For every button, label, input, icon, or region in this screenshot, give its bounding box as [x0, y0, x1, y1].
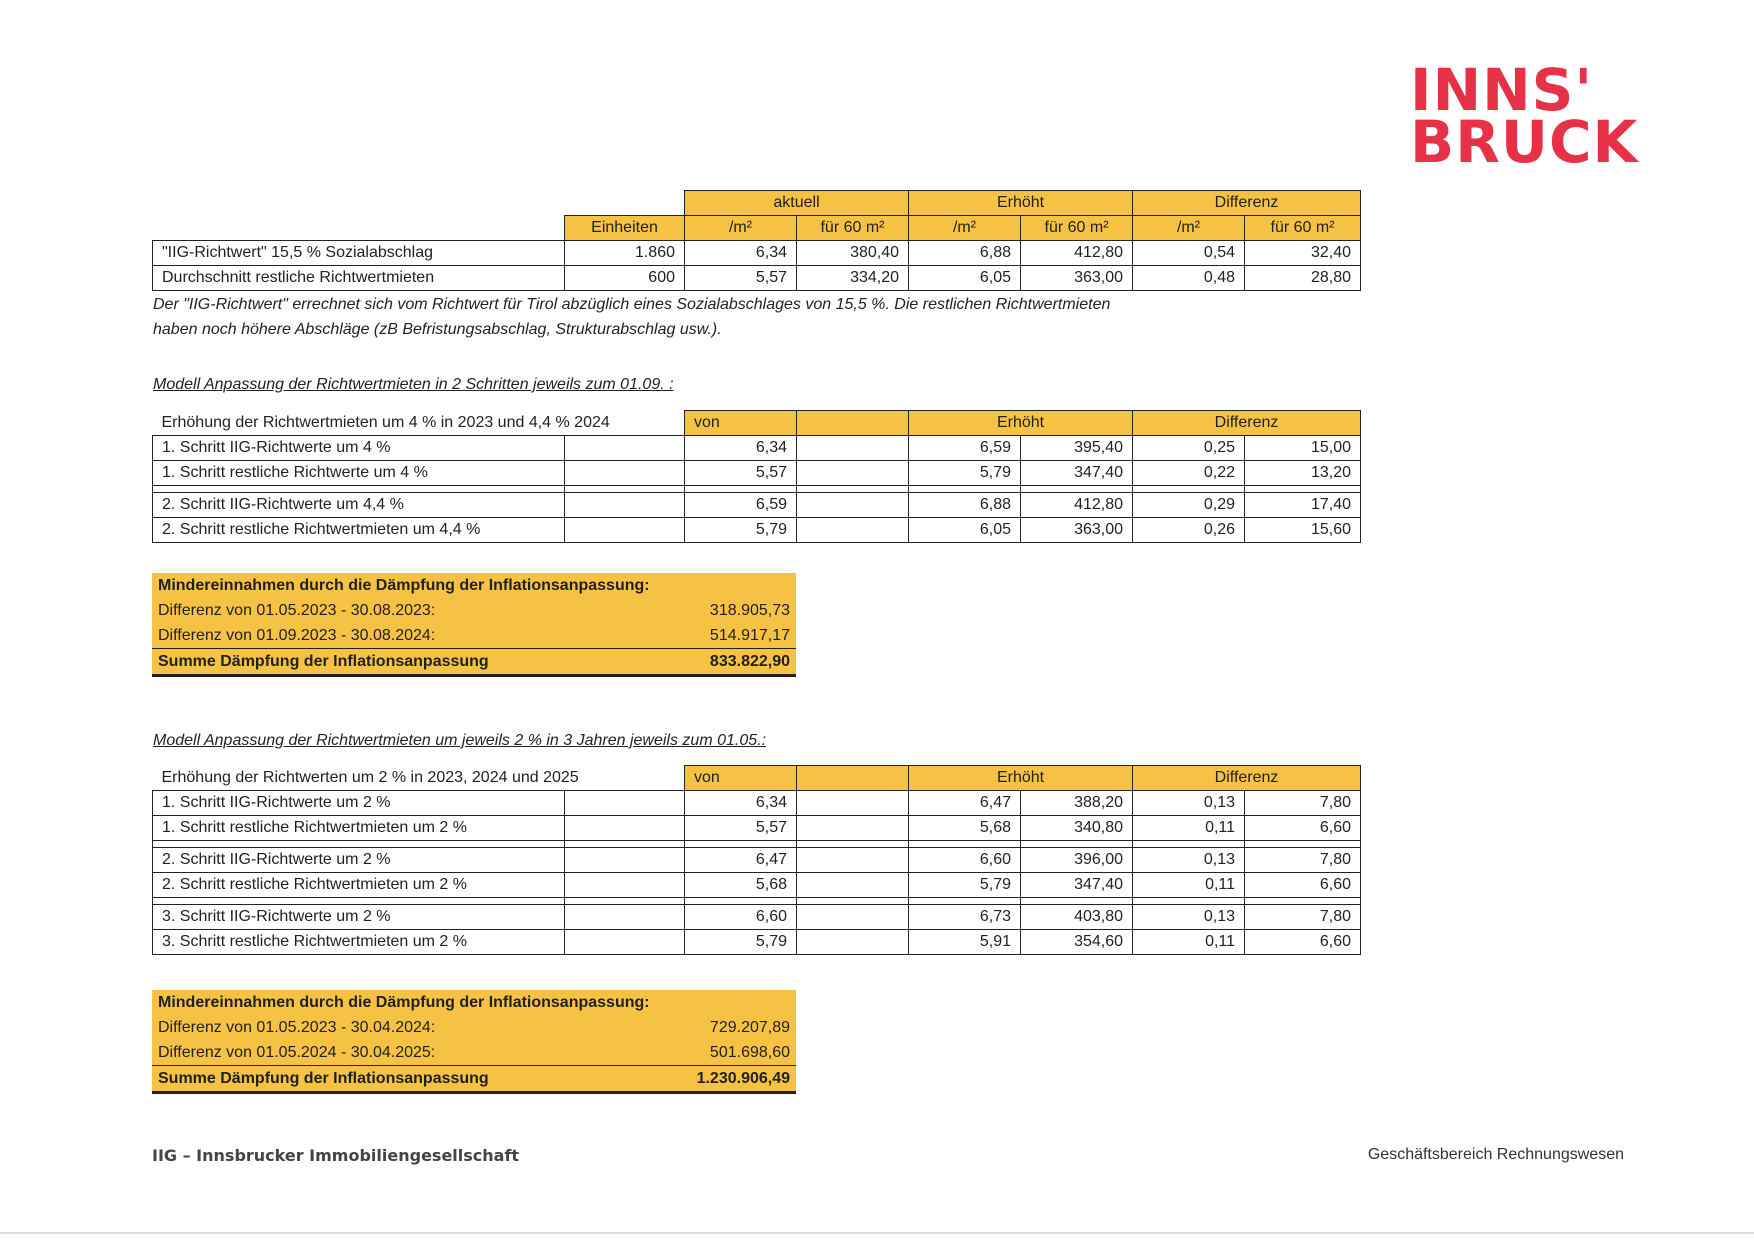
col-aktuell-m2: /m² [685, 216, 797, 241]
summary-total-amount: 1.230.906,49 [672, 1066, 796, 1093]
cell-diff-60: 15,60 [1245, 518, 1361, 543]
cell-diff-m2: 0,22 [1133, 461, 1245, 486]
summary-label: Differenz von 01.05.2024 - 30.04.2025: [158, 1043, 436, 1061]
table-row [153, 518, 1361, 543]
model2-heading: Modell Anpassung der Richtwertmieten um jeweils 2 % in 3 Jahren jeweils zum 01.05.: [153, 732, 767, 749]
row-label: 1. Schritt restliche Richtwerte um 4 % [153, 461, 565, 486]
table-row [153, 905, 1361, 930]
summary-label: Differenz von 01.09.2023 - 30.08.2024: [158, 626, 436, 644]
table-row [153, 873, 1361, 898]
cell-erhoeht-60: 403,80 [1021, 905, 1133, 930]
col-erhoeht: Erhöht [909, 766, 1133, 791]
cell-erhoeht-m2: 6,59 [909, 436, 1021, 461]
cell-diff-m2: 0,13 [1133, 791, 1245, 816]
cell-diff-m2: 0,48 [1133, 266, 1245, 291]
summary-total-row [152, 649, 796, 676]
cell-diff-m2: 0,13 [1133, 848, 1245, 873]
cell-von: 5,68 [685, 873, 797, 898]
cell-diff-m2: 0,11 [1133, 930, 1245, 955]
cell-einheiten: 600 [565, 266, 685, 291]
footer-department: Geschäftsbereich Rechnungswesen [1367, 1146, 1624, 1163]
col-aktuell-60: für 60 m² [797, 216, 909, 241]
cell-erhoeht-m2: 6,88 [909, 493, 1021, 518]
cell-erhoeht-60: 395,40 [1021, 436, 1133, 461]
row-label: 3. Schritt IIG-Richtwerte um 2 % [153, 905, 565, 930]
row-label: 2. Schritt IIG-Richtwerte um 4,4 % [153, 493, 565, 518]
summary-row [152, 623, 796, 649]
cell-diff-60: 6,60 [1245, 930, 1361, 955]
note-line-1: Der "IIG-Richtwert" errechnet sich vom Richtwert für Tirol abzüglich eines Sozialabschlages von 15,5 %. Die restlichen Richtwertmieten [153, 296, 1111, 313]
group-differenz: Differenz [1133, 191, 1361, 216]
rent-comparison-table [152, 190, 1361, 291]
col-differenz: Differenz [1133, 411, 1361, 436]
cell-diff-60: 7,80 [1245, 905, 1361, 930]
col-diff-m2: /m² [1133, 216, 1245, 241]
col-von: von [685, 411, 797, 436]
summary-total-label: Summe Dämpfung der Inflationsanpassung [152, 649, 672, 676]
table-row [153, 493, 1361, 518]
header-row [153, 766, 1361, 791]
summary-row [152, 598, 796, 623]
cell-aktuell-m2: 5,57 [685, 266, 797, 291]
explanatory-note [153, 292, 1253, 342]
cell-aktuell-m2: 6,34 [685, 241, 797, 266]
model2-table-title: Erhöhung der Richtwerten um 2 % in 2023, 2024 und 2025 [153, 766, 685, 791]
summary-title: Mindereinnahmen durch die Dämpfung der Inflationsanpassung: [158, 576, 650, 594]
cell-diff-60: 28,80 [1245, 266, 1361, 291]
summary-row [152, 1015, 796, 1040]
model1-heading: Modell Anpassung der Richtwertmieten in 2 Schritten jeweils zum 01.09. : [153, 376, 674, 393]
cell-diff-60: 17,40 [1245, 493, 1361, 518]
footer-company: IIG – Innsbrucker Immobiliengesellschaft [152, 1146, 520, 1165]
summary-amount: 501.698,60 [709, 1043, 790, 1061]
sub-header-row [153, 216, 1361, 241]
logo-line-1: INNS' [1410, 56, 1594, 124]
cell-erhoeht-60: 347,40 [1021, 873, 1133, 898]
summary-label: Differenz von 01.05.2023 - 30.04.2024: [158, 1018, 436, 1036]
cell-erhoeht-60: 347,40 [1021, 461, 1133, 486]
cell-erhoeht-m2: 6,88 [909, 241, 1021, 266]
col-einheiten: Einheiten [565, 216, 685, 241]
row-label: 2. Schritt restliche Richtwertmieten um 4,4 % [153, 518, 565, 543]
summary-row [152, 1040, 796, 1066]
cell-diff-m2: 0,29 [1133, 493, 1245, 518]
cell-von: 5,57 [685, 816, 797, 841]
cell-diff-60: 13,20 [1245, 461, 1361, 486]
col-diff-60: für 60 m² [1245, 216, 1361, 241]
model1-table-title: Erhöhung der Richtwertmieten um 4 % in 2023 und 4,4 % 2024 [153, 411, 685, 436]
col-differenz: Differenz [1133, 766, 1361, 791]
group-header-row [153, 191, 1361, 216]
cell-diff-m2: 0,26 [1133, 518, 1245, 543]
cell-diff-60: 7,80 [1245, 848, 1361, 873]
innsbruck-logo [1410, 56, 1639, 176]
cell-aktuell-60: 334,20 [797, 266, 909, 291]
cell-diff-m2: 0,13 [1133, 905, 1245, 930]
model1-summary [152, 573, 796, 677]
cell-erhoeht-m2: 5,79 [909, 461, 1021, 486]
cell-erhoeht-60: 340,80 [1021, 816, 1133, 841]
group-aktuell: aktuell [685, 191, 909, 216]
cell-erhoeht-60: 412,80 [1021, 493, 1133, 518]
summary-total-label: Summe Dämpfung der Inflationsanpassung [152, 1066, 672, 1093]
cell-diff-60: 6,60 [1245, 873, 1361, 898]
header-row [153, 411, 1361, 436]
summary-amount: 318.905,73 [709, 601, 790, 619]
table-row [153, 816, 1361, 841]
row-label: 2. Schritt IIG-Richtwerte um 2 % [153, 848, 565, 873]
cell-aktuell-60: 380,40 [797, 241, 909, 266]
table-row [153, 436, 1361, 461]
cell-diff-m2: 0,11 [1133, 816, 1245, 841]
col-von: von [685, 766, 797, 791]
cell-von: 5,79 [685, 930, 797, 955]
summary-total-row [152, 1066, 796, 1093]
summary-label: Differenz von 01.05.2023 - 30.08.2023: [158, 601, 436, 619]
row-label: 3. Schritt restliche Richtwertmieten um 2 % [153, 930, 565, 955]
cell-diff-60: 32,40 [1245, 241, 1361, 266]
row-label: 2. Schritt restliche Richtwertmieten um 2 % [153, 873, 565, 898]
cell-erhoeht-60: 388,20 [1021, 791, 1133, 816]
note-line-2: haben noch höhere Abschläge (zB Befristungsabschlag, Strukturabschlag usw.). [153, 321, 722, 338]
col-erhoeht-m2: /m² [909, 216, 1021, 241]
cell-von: 6,34 [685, 791, 797, 816]
cell-von: 5,79 [685, 518, 797, 543]
logo-line-2: BRUCK [1410, 108, 1639, 176]
row-label: 1. Schritt restliche Richtwertmieten um 2 % [153, 816, 565, 841]
cell-diff-60: 7,80 [1245, 791, 1361, 816]
row-label: "IIG-Richtwert" 15,5 % Sozialabschlag [153, 241, 565, 266]
cell-diff-60: 15,00 [1245, 436, 1361, 461]
cell-von: 6,59 [685, 493, 797, 518]
summary-total-amount: 833.822,90 [672, 649, 796, 676]
cell-diff-m2: 0,25 [1133, 436, 1245, 461]
cell-diff-m2: 0,54 [1133, 241, 1245, 266]
cell-einheiten: 1.860 [565, 241, 685, 266]
model1-table [152, 410, 1361, 543]
cell-diff-60: 6,60 [1245, 816, 1361, 841]
cell-erhoeht-m2: 5,79 [909, 873, 1021, 898]
cell-erhoeht-m2: 6,47 [909, 791, 1021, 816]
cell-erhoeht-m2: 6,73 [909, 905, 1021, 930]
table-row [153, 930, 1361, 955]
row-label: 1. Schritt IIG-Richtwerte um 4 % [153, 436, 565, 461]
cell-erhoeht-m2: 5,91 [909, 930, 1021, 955]
cell-erhoeht-60: 363,00 [1021, 518, 1133, 543]
row-label: Durchschnitt restliche Richtwertmieten [153, 266, 565, 291]
model2-table [152, 765, 1361, 955]
page-bottom-line [0, 1232, 1754, 1234]
cell-von: 6,47 [685, 848, 797, 873]
model2-summary [152, 990, 796, 1094]
group-erhoeht: Erhöht [909, 191, 1133, 216]
summary-amount: 729.207,89 [709, 1018, 790, 1036]
cell-erhoeht-m2: 6,05 [909, 266, 1021, 291]
cell-diff-m2: 0,11 [1133, 873, 1245, 898]
row-label: 1. Schritt IIG-Richtwerte um 2 % [153, 791, 565, 816]
table-row [153, 461, 1361, 486]
col-erhoeht: Erhöht [909, 411, 1133, 436]
cell-erhoeht-m2: 5,68 [909, 816, 1021, 841]
table-row [153, 241, 1361, 266]
cell-erhoeht-60: 363,00 [1021, 266, 1133, 291]
cell-von: 6,34 [685, 436, 797, 461]
cell-erhoeht-m2: 6,05 [909, 518, 1021, 543]
cell-erhoeht-m2: 6,60 [909, 848, 1021, 873]
table-row [153, 791, 1361, 816]
summary-title: Mindereinnahmen durch die Dämpfung der Inflationsanpassung: [158, 993, 650, 1011]
cell-erhoeht-60: 412,80 [1021, 241, 1133, 266]
table-row [153, 848, 1361, 873]
cell-von: 5,57 [685, 461, 797, 486]
cell-erhoeht-60: 396,00 [1021, 848, 1133, 873]
summary-amount: 514.917,17 [709, 626, 790, 644]
cell-von: 6,60 [685, 905, 797, 930]
cell-erhoeht-60: 354,60 [1021, 930, 1133, 955]
table-row [153, 266, 1361, 291]
col-erhoeht-60: für 60 m² [1021, 216, 1133, 241]
